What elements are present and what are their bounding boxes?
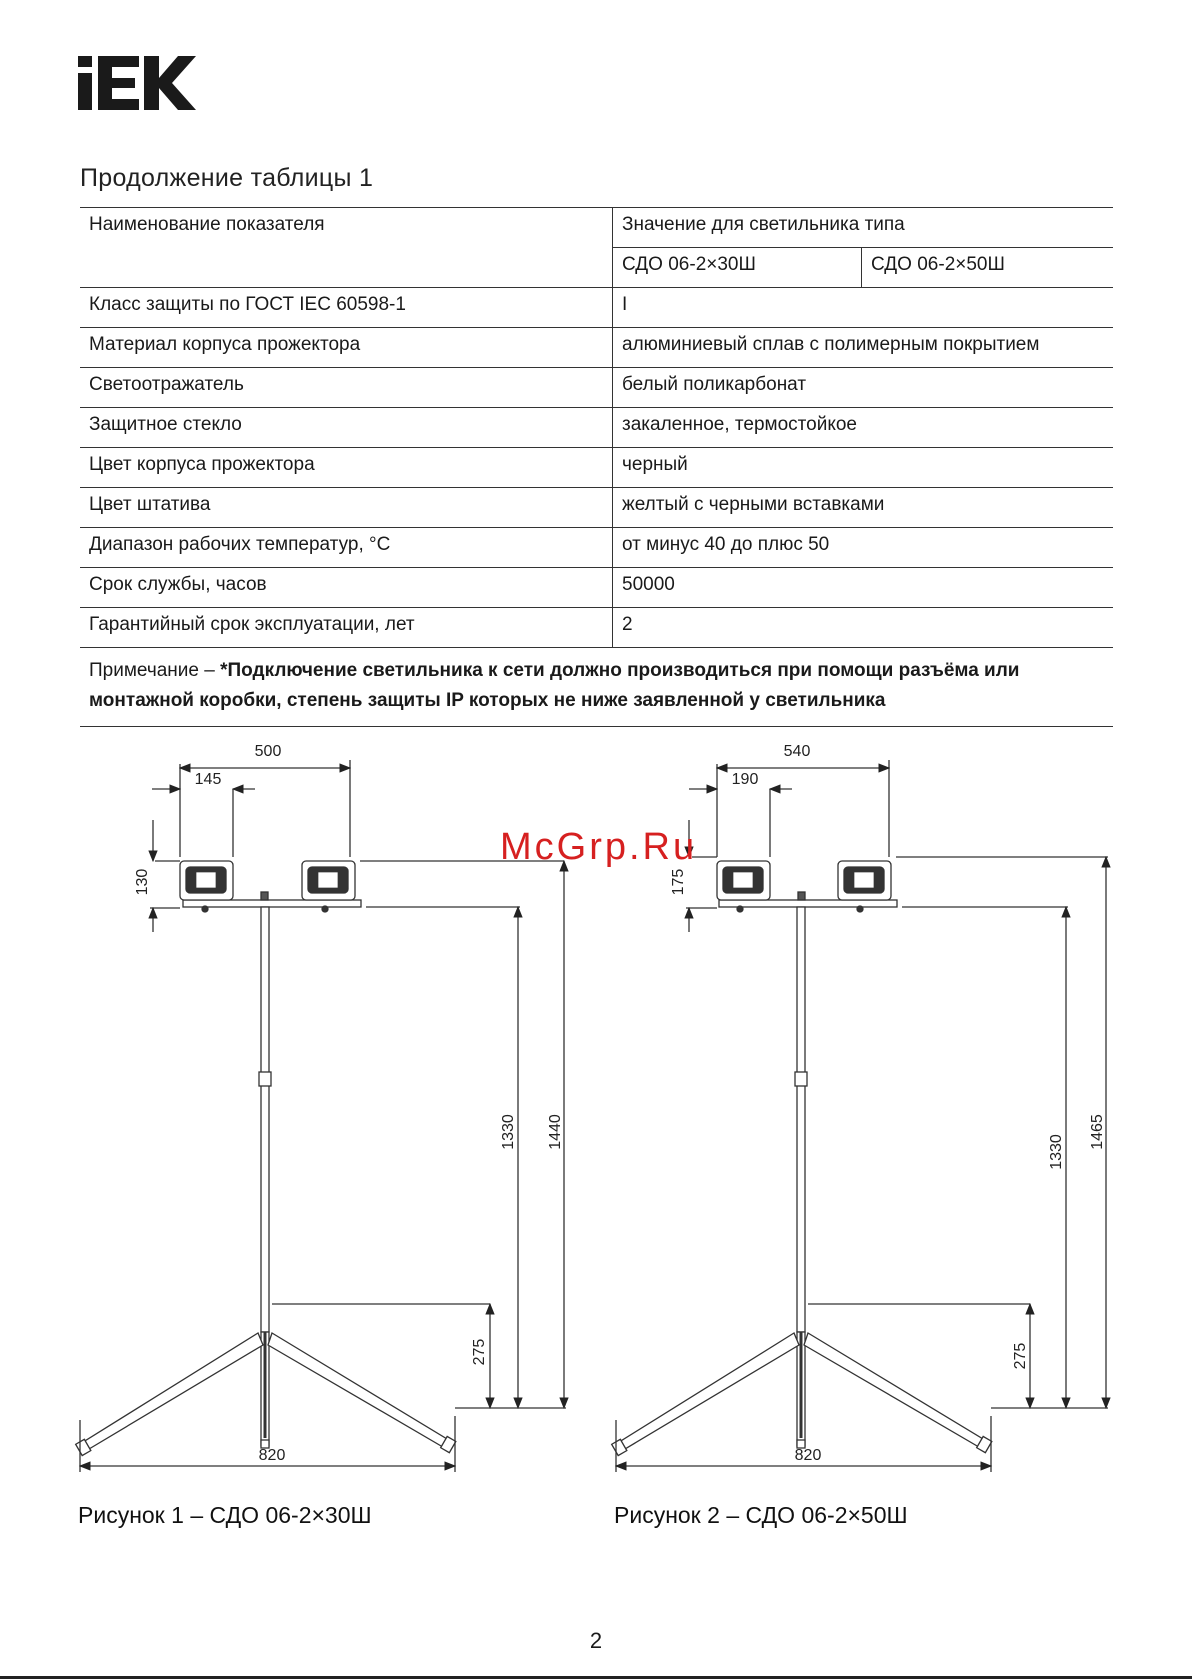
row-value: алюминиевый сплав с полимерным покрытием (613, 328, 1114, 368)
fig1-dim-height-total: 1440 (547, 1114, 564, 1150)
note-text: *Подключение светильника к сети должно производиться при помощи разъёма или монтажной коробки, степень защиты IP которых не ниже заявленной у светильника (89, 660, 1020, 711)
table-row (80, 328, 1113, 368)
table-row (80, 448, 1113, 488)
fig2-dim-base-width: 820 (794, 1447, 822, 1464)
spec-table (80, 207, 1113, 727)
fig1-dim-height-mid: 1330 (500, 1114, 517, 1150)
row-name: Цвет корпуса прожектора (80, 448, 613, 488)
table-row (80, 568, 1113, 608)
row-name: Цвет штатива (80, 488, 613, 528)
row-name: Материал корпуса прожектора (80, 328, 613, 368)
table-note (80, 648, 1113, 727)
figure-2-caption: Рисунок 2 – СДО 06-2×50Ш (614, 1502, 908, 1528)
page-number: 2 (589, 1628, 603, 1653)
tripod-drawings (0, 743, 1192, 1500)
figure-1-drawing (76, 760, 566, 1472)
row-value: желтый с черными вставками (613, 488, 1114, 528)
row-value: I (613, 288, 1114, 328)
header-name: Наименование показателя (80, 208, 613, 288)
table-row (80, 528, 1113, 568)
row-value: от минус 40 до плюс 50 (613, 528, 1114, 568)
table-row (80, 368, 1113, 408)
table-row (80, 608, 1113, 648)
row-name: Срок службы, часов (80, 568, 613, 608)
table-caption: Продолжение таблицы 1 (80, 164, 374, 192)
table-header-row (80, 208, 1113, 248)
row-name: Диапазон рабочих температур, °С (80, 528, 613, 568)
table-note-row (80, 648, 1113, 727)
row-value: закаленное, термостойкое (613, 408, 1114, 448)
fig2-dim-leg-height: 275 (1012, 1342, 1029, 1370)
table-row (80, 288, 1113, 328)
table-row (80, 488, 1113, 528)
row-name: Гарантийный срок эксплуатации, лет (80, 608, 613, 648)
watermark: McGrp.Ru (500, 826, 698, 868)
row-name: Светоотражатель (80, 368, 613, 408)
fig1-dim-base-width: 820 (258, 1447, 286, 1464)
fig1-dim-lamp-width: 145 (194, 771, 222, 788)
row-value: черный (613, 448, 1114, 488)
fig1-dim-lamp-height: 130 (134, 868, 151, 896)
fig1-dim-top-width: 500 (254, 743, 282, 760)
fig1-dim-leg-height: 275 (471, 1338, 488, 1366)
fig2-dim-height-total: 1465 (1089, 1114, 1106, 1150)
fig2-dim-lamp-height: 175 (670, 868, 687, 896)
figure-1-caption: Рисунок 1 – СДО 06-2×30Ш (78, 1502, 372, 1528)
header-model-1: СДО 06-2×30Ш (613, 248, 862, 288)
fig2-dim-lamp-width: 190 (731, 771, 759, 788)
iek-logo (78, 56, 196, 110)
row-value: 2 (613, 608, 1114, 648)
fig2-dim-height-mid: 1330 (1048, 1134, 1065, 1170)
table-row (80, 408, 1113, 448)
row-name: Класс защиты по ГОСТ IEC 60598-1 (80, 288, 613, 328)
header-model-2: СДО 06-2×50Ш (862, 248, 1114, 288)
row-value: белый поликарбонат (613, 368, 1114, 408)
fig2-dim-top-width: 540 (783, 743, 811, 760)
row-name: Защитное стекло (80, 408, 613, 448)
row-value: 50000 (613, 568, 1114, 608)
note-prefix: Примечание – (89, 660, 221, 681)
header-value-group: Значение для светильника типа (613, 208, 1114, 248)
